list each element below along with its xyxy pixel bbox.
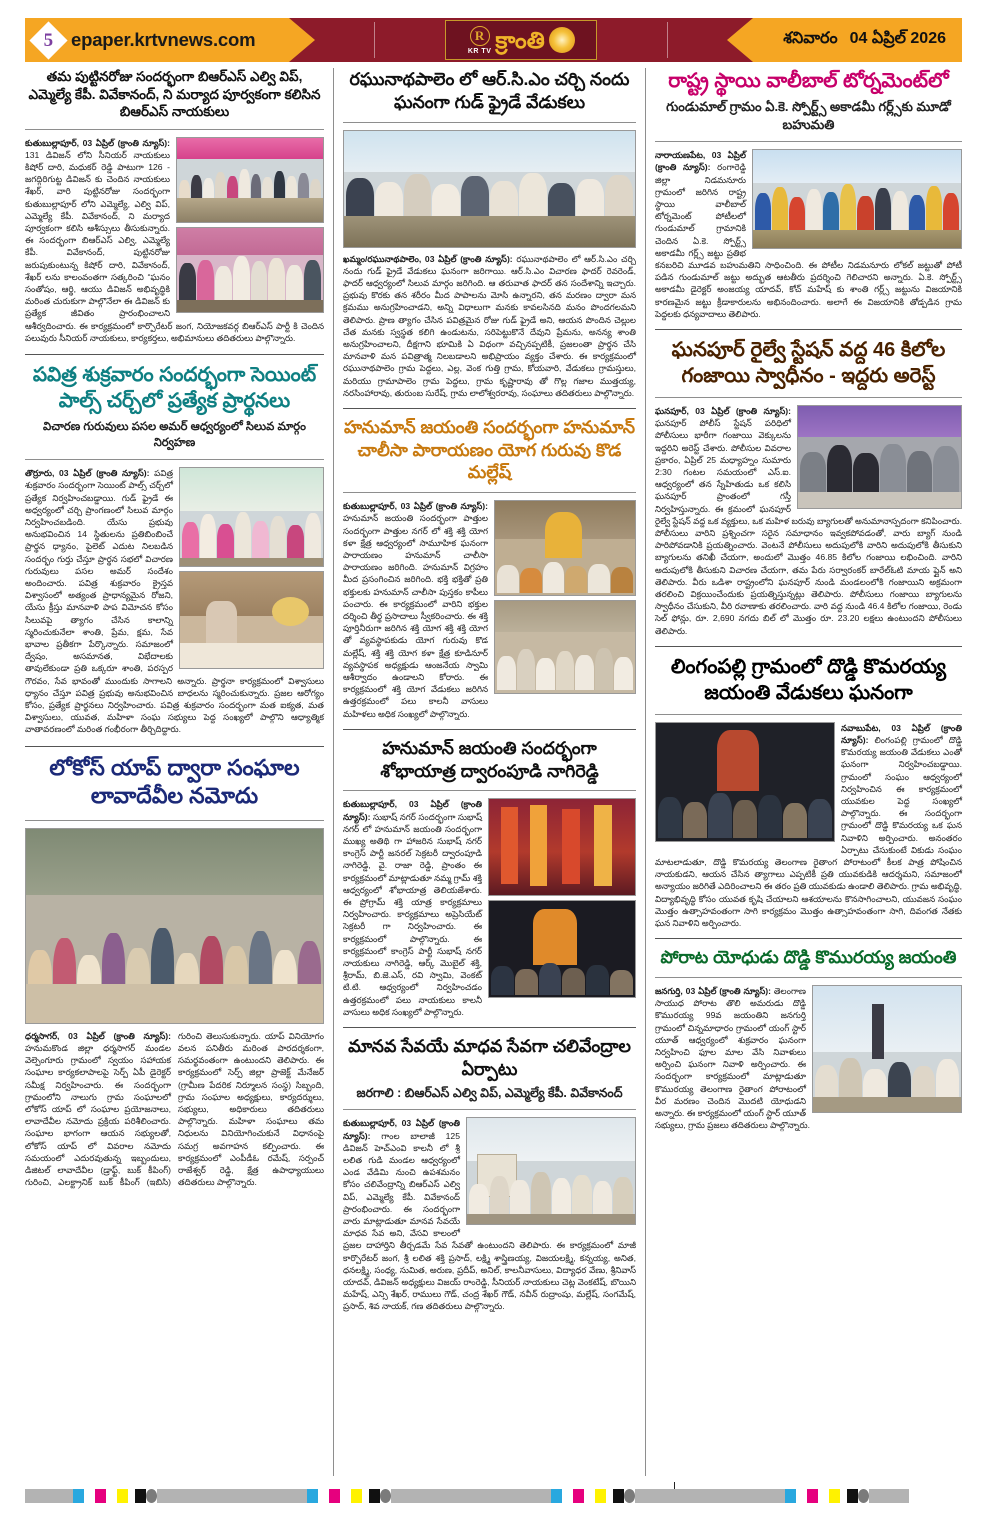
photo-hanuman-chalisa-temple-gathering bbox=[494, 500, 636, 596]
photo-background bbox=[26, 829, 323, 895]
dateline: కుతుబుల్లాపూర్, 03 ఏప్రిల్ (క్రాంతి న్యూస్): bbox=[343, 799, 482, 822]
photo-good-friday-way-of-cross-procession bbox=[343, 130, 636, 248]
reg-white bbox=[562, 1489, 573, 1503]
masthead-title-telugu: క్రాంతి bbox=[495, 26, 545, 53]
divider bbox=[25, 354, 324, 355]
emblem-icon bbox=[272, 597, 309, 626]
photo-shg-meeting-floor-group bbox=[25, 828, 324, 1024]
body-copy: హనుమాన్ జయంతి సందర్భంగా పాత్తుల సందర్భంగా పాత్తుల నగర్ లో శక్తి శక్తి యోగ కళా క్షేత్ర ఆధ్వర్యంలో సామూహిక ఘనంగా పారాయణం హనుమాన్ చాలీసా పారాయణం జరిగింది. హనుమాన్ విగ్రహం మీద ప్రసంగించిన జరిగింది. భక్తి భక్తితో ప్రతి భక్తులకు హనుమాన్ చాలీసా పుస్తకం కాపీలు పంచారు. ఈ కార్యక్రమంలో వారిని భక్తుల దర్శించి తీర్థ ప్రసాదాలు స్వీకరించారు. ఈ శక్తి పూర్తినీరుగా జరిగిన శక్తి యోగ శక్తి శక్తి యోగ తో వ్యవస్థాపకుడు యోగ గురువు కొడ మల్లేష్, శక్తి శక్తి యోగ కళా క్షేత్ర కూడినూర్ వ్యవస్థాపక అధ్యక్షుడు ఆంజనేయ స్వామి ఆశీర్వాదం ఉండాలని కోరారు. ఈ కార్యక్రమంలో శక్తి యోగ వేడుకలు జరిగిన ఉత్తరక్రమంలో పలు కాలనీ వాసులు మహిళలు అధిక సంఖ్యలో పాల్గొన్నారు. bbox=[343, 513, 488, 719]
divider bbox=[343, 1109, 636, 1110]
divider bbox=[655, 646, 962, 647]
divider bbox=[343, 729, 636, 730]
photo-floor bbox=[177, 198, 323, 222]
article-body bbox=[343, 253, 636, 399]
photo-devotees-seated-reading bbox=[494, 600, 636, 694]
divider bbox=[655, 938, 962, 939]
subheadline: జరగాలి : బిఆర్ఎస్ ఎల్వి విప్, ఎమ్మెల్యే కేపీ. వివేకానంద్ bbox=[356, 1085, 623, 1100]
photo-shobha-yatra-night-procession bbox=[488, 900, 636, 998]
article-volleyball-tournament bbox=[655, 68, 962, 320]
masthead-right bbox=[753, 18, 962, 62]
reg-white bbox=[84, 1489, 95, 1503]
dateline: ఘనపూర్, 03 ఏప్రిల్ (క్రాంతి న్యూస్): bbox=[655, 405, 791, 416]
reg-black bbox=[369, 1489, 380, 1503]
reg-yellow bbox=[829, 1489, 840, 1503]
divider bbox=[655, 714, 962, 715]
reg-gray bbox=[25, 1489, 73, 1503]
crowd-figures bbox=[656, 782, 834, 839]
reg-white bbox=[106, 1489, 117, 1503]
divider bbox=[655, 977, 962, 978]
crowd-figures bbox=[495, 638, 635, 690]
article-good-friday-rcm bbox=[343, 68, 636, 399]
drape-strip bbox=[501, 807, 519, 884]
reg-white bbox=[796, 1489, 807, 1503]
pulpit bbox=[180, 643, 323, 668]
kr-tv-mark bbox=[468, 26, 492, 55]
crowd-figures bbox=[344, 165, 635, 221]
reg-white bbox=[606, 1489, 613, 1503]
sun-icon bbox=[549, 27, 575, 53]
reg-white bbox=[318, 1489, 329, 1503]
column-2 bbox=[333, 68, 645, 1476]
photo-brs-leaders-felicitation-1 bbox=[176, 137, 324, 223]
photo-backdrop-banner bbox=[798, 406, 961, 437]
headline: హనుమాన్ జయంతి సందర్భంగా హనుమాన్ చాలీసా పారాయణం యోగ గురువు కొడ మల్లేష్ bbox=[343, 416, 636, 483]
divider bbox=[343, 492, 636, 493]
crowd-figures bbox=[467, 1161, 635, 1218]
headline: మానవ సేవయే మాధవ సేవగా చలివేంద్రాల ఏర్పాటు bbox=[348, 1036, 631, 1079]
body-copy: తెలంగాణ సాయుధ పోరాట తొలి అమరుడు దొడ్డి కొమురయ్య 99వ జయంతిని జనగుర్తి గ్రామంలో చిన్నమాధారం గ్రామంలో యంగ్ స్టార్ యూత్ ఆధ్వర్యంలో శుక్రవారం ఘనంగా నిర్వహించి ఫూల మాల వేసి నివాళులు అర్పించి ఘనంగా నివాళి అర్పించారు. ఈ సందర్భంగా కార్యక్రమంలో మాట్లాడుతూ కొమురయ్య తెలంగాణ రైతాంగ పోరాటంలో వీర మరణం చెందిన మొదటి యోధుడని అన్నారు. ఈ కార్యక్రమంలో యంగ్ స్టార్ యూత్ సభ్యులు, గ్రామ ప్రజలు తదితరులు పాల్గొన్నారు. bbox=[655, 986, 810, 1131]
photo-volleyball-team-group-photo bbox=[752, 149, 962, 249]
photo-floor bbox=[180, 558, 323, 566]
reg-white bbox=[340, 1489, 351, 1503]
masthead-divider-left bbox=[374, 22, 375, 58]
dateline: తొర్రూరు, 03 ఏప్రిల్ (క్రాంతి న్యూస్): bbox=[25, 468, 150, 479]
reg-dot bbox=[380, 1489, 391, 1503]
body-copy: రఘునాథపాలెం లో ఆర్.సి.ఎం చర్చి నందు గుడ్ ఫ్రైడే వేడుకలు ఘనంగా జరిగాయి. ఆర్.సి.ఎం విచారణ ఫాదర్ రెవరెండ్, ఫాదర్ ఆధ్వర్యంలో సిలువ మార్గం జరిగింది. ఆ తరువాత ఫాదర్ తన సందేశాన్ని ఇచ్చారు. ప్రభువు కొరకు తన శరీరం మీద పాపాలను మోసి ఉన్నారని, తన మరణం ద్వారా మన క్రమము అనుగ్రహించాడని, అన్ని విధాలుగా మనకు కావలసినది మనం పొందగలమని తెలిపారు. ప్రాణ త్యాగం చేసిన పవిత్రమైన రోజు గుడ్ ఫ్రైడే అని, ఆయన పొందిన చెల్లుల చేత మనకు స్వస్థత కలిగి ఉండుటను, సరిపెట్టుకొనే దేవుని ప్రేమను, అనన్య శాంతి అనుగ్రహించాలని, దీక్షగాని భూమికి ఏ విధంగా వచ్చినప్పటికీ, ప్రజలంతా ప్రార్థన చేసి మానవాళి మన పవిత్రాత్మ నిలబడాలని అభిప్రాయం వ్యక్తం చేశారు. ఈ కార్యక్రమంలో రఘునాథపాలెం గ్రామ పెద్దలు, ఎల్ల, వెంక గుత్తి గ్రామ, కోయవారి, వేడుకలు గ్రామస్తులు, మరియు గ్రామాపాలెం గ్రామ పెద్దలు, గ్రామ కృష్ణారావు తో గొల్ల గజాల ముత్తయ్య, నరసింహారావు, తురుంబ సురేష్, గ్రామ లాలోశ్వరరావు, సంఘాలు తదితరులు పాల్గొన్నారు. bbox=[343, 253, 636, 398]
photo-priest-at-pulpit bbox=[179, 571, 324, 669]
reg-dot bbox=[858, 1489, 869, 1503]
column-3 bbox=[645, 68, 962, 1476]
headline: ఘనపూర్ రైల్వే స్టేషన్ వద్ద 46 కిలోల గంజాయి స్వాధీనం - ఇద్దరు అరెస్ట్ bbox=[671, 338, 946, 387]
photo-floor bbox=[177, 300, 323, 312]
reg-gray bbox=[157, 1489, 307, 1503]
photo-sky bbox=[813, 986, 961, 1052]
crowd-figures bbox=[495, 554, 635, 593]
article-lingampalli-jayanti bbox=[655, 654, 962, 929]
photo-ground bbox=[813, 1097, 961, 1112]
body-copy: గాంల బాలాజీ 125 డివిజన్ హెచ్ఎంవి కాలనీ లో శ్రీ లలిత గుడి మండల ఆధ్వర్యంలో ఎండ వేడిమి నుంచి ఉపశమనం కోసం చలివేంద్రాన్ని బిఆర్ఎస్ ఎల్వి విప్, ఎమ్మెల్యే కేపీ. వివేకానంద్ ప్రారంభించారు. ఈ సందర్భంగా వారు మాట్లాడుతూ మానవ సేవయే మాధవ సేవ అని, వేసవి కాలంలో ప్రజల దాహార్తిని తీర్చడమే సేవ సేవతో ఉంటుందని తెలిపారు. ఈ కార్యక్రమంలో మాజీ కార్పొరేటర్ జంగ, శ్రీ లలిత శక్తి ప్రసాద్, లక్ష్మి శాస్త్రిణయ్య, విజయలక్ష్మి, కన్నయ్య, అనిత, ధనలక్ష్మి, సంధ్య, సుమిత, అరుణ, ప్రదీప్, అనిల్, కాలనీవాసులు, విద్యాధర వేణు, శ్రీనివాస్ యాదవ్, డివిజన్ అధ్యక్షులు విజయ్ రాంరెడ్డి, సీనియర్ నాయకులు చెట్ల వెంకటేష్, బొయిని మహేష్, ఎన్సి శేఖర్, రాములు గౌడ్, చంద్ర శేఖర్ గౌడ్, నవీన్ రుద్రాంషు, మల్లేష్, సంగమేష్, ప్రసాద్, శివ నాయక్, గణ తదితరులు పాల్గొన్నారు. bbox=[343, 1130, 636, 1312]
headline: పోరాట యోధుడు దొడ్డి కొమురయ్య జయంతి bbox=[660, 947, 957, 968]
reg-magenta bbox=[329, 1489, 340, 1503]
article-saint-pauls-church bbox=[25, 362, 324, 736]
body-copy: పవిత్ర శుక్రవారం సందర్భంగా సెయింట్ పాల్స్ చర్చ్‌లో ప్రత్యేక నిర్వహించబడ్డాయి. గుడ్ ఫ్రైడే ఈ అధ్వర్యంలో చర్చి ప్రాంగణంలో సిలువ మార్గం నిర్వహించబడింది. యేసు ప్రభువు అనుభవించిన 14 స్థితులను ప్రతిబింబించే ప్రార్థన ధ్యానం, పైలెట్ ఎదుట నిలబడిన సందర్భం గుర్తు చేస్తూ ప్రార్థన సభలో విచారణ గురువులు పసల అమర్ సందేశం అందించారు. పవిత్ర శుక్రవారం క్రైస్తవ విశ్వాసంలో అత్యంత ప్రాధాన్యమైన రోజని, యేసు క్రీస్తు మానవాళి పాప విమోచన కోసం సిలువపై త్యాగం చేసిన కాలాన్ని స్మరించుకునేలా శాంతి, ప్రేమ, క్షమ, సేవ భావాల ప్రతీకగా పేర్కొన్నారు. సమాజంలో ద్వేషం, అసమానత, విభేదాలకు తావులేకుండా ప్రతి ఒక్కరూ శాంతి, పరస్పర గౌరవం, సేవ భావంతో ముందుకు సాగాలని అన్నారు. ప్రార్థనా కార్యక్రమంలో విశ్వాసులు ధ్యానం చేస్తూ పవిత్ర ప్రభువు అనుభవించిన బాధలను స్మరించుకున్నారు. ప్రజల ఆరోగ్యం కోసం, ప్రత్యేక ప్రార్థనలు నిర్వహించారు. పవిత్ర శుక్రవారం సందర్భంగా మత ఐక్యత, మత విశ్వాసులు, యువత, మహిళా సంఘ సభ్యులు పెద్ద సంఖ్యలో పాల్గొని ఆధ్యాత్మిక వాతావరణంలో మరింత గంభీరంగా తీర్చిదిద్దారు. bbox=[25, 468, 324, 735]
masthead-divider-right bbox=[667, 22, 668, 58]
article-ganja-seizure bbox=[655, 337, 962, 637]
reg-white bbox=[362, 1489, 369, 1503]
photo-shobha-yatra-decorated-idol bbox=[488, 798, 636, 896]
subheadline: విచారణ గురువులు పసల అమర్ ఆధ్వర్యంలో సిలువ మార్గం నిర్వహణ bbox=[43, 421, 306, 449]
headline: తమ పుట్టినరోజు సందర్భంగా బిఆర్ఎస్ ఎల్వి విప్, ఎమ్మెల్యే కేపీ. వివేకానంద్, ని మర్యాద పూర్వకంగా కలిసిన బిఆర్ఎస్ నాయకులు bbox=[28, 69, 321, 120]
reg-magenta bbox=[573, 1489, 584, 1503]
reg-dot bbox=[624, 1489, 635, 1503]
reg-gray bbox=[391, 1489, 551, 1503]
reg-black bbox=[135, 1489, 146, 1503]
drape-strip bbox=[562, 809, 580, 884]
reg-white bbox=[128, 1489, 135, 1503]
content-columns bbox=[25, 68, 962, 1476]
body-copy: రంగారెడ్డి జిల్లా నిడమనూరు గ్రామంలో జరిగిన రాష్ట్ర స్థాయి వాలీబాల్ టోర్నమెంట్ పోటీలలో గుండుమాల్ గ్రామానికి చెందిన ఏ.కె. స్పోర్ట్స్ అకాడమీ గర్ల్స్ జట్టు ప్రతిభ కనబరిచి మూడవ బహుమతిని సాధించింది. ఈ పోటీల నిడమనూరు లోకల్ జట్టుతో పోటీ పడిన గుండుమాల్ జట్టు అద్భుత ఆటతీరు ప్రదర్శించి గెలిచారని అన్నారు. ఏ.కె. స్పోర్ట్స్ అకాడమీ డైరెక్టర్ అంజయ్య యాదవ్, కోచ్ మహేష్ కు శాంతి గర్ల్స్ జట్టును విజయానికి కారణమైన జట్టు క్రీడాకారులను అభినందించారు. అలాగే ఈ విజయానికి తోడ్పడిన గ్రామ పెద్దలకు ధన్యవాదాలు తెలిపారు. bbox=[655, 162, 962, 319]
publication-date: 04 ఏప్రిల్ 2026 bbox=[849, 30, 946, 47]
headline: పవిత్ర శుక్రవారం సందర్భంగా సెయింట్ పాల్స్ చర్చ్‌లో ప్రత్యేక ప్రార్థనలు bbox=[32, 364, 317, 413]
divider bbox=[343, 408, 636, 409]
photo-floor bbox=[26, 984, 323, 1023]
reg-cyan bbox=[551, 1489, 562, 1503]
reg-yellow bbox=[351, 1489, 362, 1503]
page-number: 5 bbox=[43, 29, 54, 50]
subheadline: గుండుమాల్ గ్రామం ఏ.కె. స్పోర్ట్స్ అకాడమీ గర్ల్స్‌కు మూడో బహుమతి bbox=[666, 99, 951, 132]
kr-tv-logo[interactable] bbox=[445, 20, 597, 60]
dateline: నవాబుపేట, 03 ఏప్రిల్ (క్రాంతి న్యూస్): bbox=[841, 722, 962, 745]
column-1 bbox=[25, 68, 333, 1476]
reg-gray bbox=[869, 1489, 909, 1503]
divider bbox=[655, 141, 962, 142]
body-copy: హనుమకొండ జిల్లా ధర్మసాగర్ మండల వెల్పెంగూరు గ్రామంలో స్వయం సహాయక సంఘాల కార్యకలాపాలపై సెర్ప్ ఏపీ డైరెక్టర్ సమీక్ష నిర్వహించారు. ఈ సందర్భంగా గ్రామంలోని నాలుగు గ్రామ సంఘాలలో లోకోస్ యాప్ లో సంఘాల ప్రయోజనాలు, లావాదేవీల నమోదు ప్రక్రియ పరిశీలించారు. సంఘాల భాగంగా ఆయన సభ్యులతో, లోకోస్ యాప్ లో వివరాల నమోదు సమయంలో ఎదురవుతున్న ఇబ్బందులు, డిజిటల్ లావాదేవీల (డ్రాఫ్ట్, బుక్ కీపింగ్) గురించి, ఎలక్ట్రానిక్ బుక్ కీపింగ్ (ఇబిసి) గురించి తెలుసుకున్నారు. యాప్ వినియోగం వలన పనితీరు మరింత పారదర్శకంగా, సమర్థవంతంగా ఉంటుందని తెలిపారు. ఈ కార్యక్రమంలో సెర్ప్ జిల్లా ప్రాజెక్ట్ మేనేజర్ (గ్రామీణ పేదరిక నిర్మూలన సంస్థ) సిబ్బంది, గ్రామ సంఘాల అధ్యక్షులు, కార్యదర్శులు, సభ్యులు, అధికారులు తదితరులు పాల్గొన్నారు. మహిళా సంఘాలు తమ నిధులను వినియోగించుకునే విధానంపై సమగ్ర అవగాహన కల్పించారు. ఈ కార్యక్రమంలో ఎంపీడీఓ రమేష్, సర్పంచ్ రాజేశ్వర్ రెడ్డి, క్షేత్ర ఉపాధ్యాయులు తదితరులు పాల్గొన్నారు. bbox=[25, 1030, 324, 1188]
divider bbox=[655, 397, 962, 398]
divider bbox=[343, 1027, 636, 1028]
reg-cyan bbox=[307, 1489, 318, 1503]
crowd-figures bbox=[489, 953, 635, 995]
crowd-figures bbox=[798, 435, 961, 494]
drape-strip bbox=[530, 805, 548, 886]
masthead-left bbox=[25, 18, 289, 62]
headline: రఘునాథపాలెం లో ఆర్.సి.ఎం చర్చి నందు ఘనంగా గుడ్ ఫ్రైడే వేడుకలు bbox=[349, 69, 630, 112]
photo-brs-leaders-felicitation-2 bbox=[176, 227, 324, 313]
headline: లోకోస్ యాప్ ద్వారా సంఘాల లావాదేవీల నమోదు bbox=[49, 754, 300, 809]
deity-idol bbox=[545, 512, 581, 557]
dateline: ధర్మసాగర్, 03 ఏప్రిల్ (క్రాంతి న్యూస్): bbox=[25, 1030, 171, 1041]
reg-cyan bbox=[785, 1489, 796, 1503]
drape-strip bbox=[594, 805, 612, 886]
masthead bbox=[25, 18, 962, 62]
dateline: కుతుబుల్లాపూర్, 03 ఏప్రిల్ (క్రాంతి న్యూస్): bbox=[25, 137, 170, 148]
article-hanuman-chalisa bbox=[343, 416, 636, 720]
dateline: నారాయణపేట, 03 ఏప్రిల్ (క్రాంతి న్యూస్): bbox=[655, 150, 746, 173]
reg-cyan bbox=[73, 1489, 84, 1503]
divider bbox=[25, 746, 324, 747]
reg-black bbox=[847, 1489, 858, 1503]
reg-magenta bbox=[95, 1489, 106, 1503]
dateline: జనగుర్తి, 03 ఏప్రిల్ (క్రాంతి న్యూస్): bbox=[655, 986, 771, 996]
body-copy: ఘనపూర్ పోలీస్ స్టేషన్ పరిధిలో పోలీసులు భారీగా గంజాయి వెక్కులను ఇద్దరిని అరెస్ట్ చేశారు. పోలీసుల వివరాల ప్రకారం, ఏప్రిల్ 25 మధ్యాహ్నం సుమారు 2:30 గంటల సమయంలో ఎస్.ఐ. ఆధ్వర్యంలో తన స్నేహితుడు ఒక కలిసి ఘనపూర్ ప్రాంతంలో గస్తీ నిర్వహిస్తున్నారు. ఈ క్రమంలో ఘనపూర్ రైల్వే స్టేషన్ వద్ద ఒక వ్యక్తులు, ఒక మహిళ బరువు బ్యాగులతో అనుమానాస్పదంగా కనిపించారు. పోలీసులు వారిని ప్రశ్నించగా సరైన సమాధానం ఇవ్వకపోవడంతో, వారు బ్యాగ్ నుండి పారిపోవడానికి ప్రయత్నించారు. వెంటనే పోలీసులు అదుపులోకి వారిని అదుపులోకి తీసుకుని బ్యాగులను తనిఖీ చేయగా, అందులో మొత్తం 46.85 కిలోల గంజాయి లభించింది. వారిని అదుపులోకి తీసుకుని విచారణ చేయగా, తమ పేరు సర్వారంకర్ బారేల్ఓటి మాయ ప్లైన్ అని తెలిపారు. వీరు ఒడిశా రాష్ట్రంలోని ఘనపూర్ నుండి మండలంలోకి గంజాయిని అక్రమంగా తరలించి విక్రయించేందుకు ప్రయత్నిస్తున్నట్లు తెలిపారు. పోలీసులు గంజాయి బ్యాగులను స్వాధీనం చేసుకుని, వీరి రవాణాకు తరలించారు. వారి వద్ద నుండి 46.4 కిలోల గంజాయి, రెండు సెల్ ఫోన్లు, రూ. 2,690 నగదు బిల్ లో మొత్తం రూ. 23.20 లక్షలు ఉంటుందని పోలీసులు తెలిపారు. bbox=[655, 418, 962, 636]
dateline: కుతుబుల్లాపూర్, 03 ఏప్రిల్ (క్రాంతి న్యూస్): bbox=[343, 1118, 460, 1141]
body-copy: సుభాష్ నగర్ సందర్భంగా సుభాష్ నగర్ లో హనుమాన్ జయంతి సందర్భంగా ముఖ్య అతిథి గా హాజరిన సుభాష్ నగర్ కాంగ్రెస్ పార్టీ జనరల్ సెక్రటరీ ద్వారంపూడి నాగిరెడ్డి, వై. రాజా రెడ్డి, ప్రాంతం ఈ కార్యక్రమంలో మాట్లాడుతూ నమ్మ గ్రామ్ శక్తి ఆధ్వర్యంలో శోభాయాత్ర తెలియజేశారు. ఈ ప్రోగ్రామ్ శక్తి యాత్ర కార్యక్రమాలు నిర్వహించారు. కార్యక్రమాలు అప్రెసియేట్ సెక్రటరీ గా నిర్వహించారు. ఈ కార్యక్రమంలో పాల్గొన్నారు. ఈ కార్యక్రమంలో కాంగ్రెస్ పార్టీ సుభాష్ నగర్ నాయకులు నాగిరెడ్డి, ఆర్క్ మొబైల్ శక్తి, శ్రీరామ్, బి.జె.ఎస్, రవి స్వామి, వెంకట్ టి.టి. ఆధ్వర్యంలో నిర్వహించడం ఉత్తరక్రమంలో పలు నాయకులు కాలనీ వాసులు అధిక సంఖ్యలో పాల్గొన్నారు. bbox=[343, 811, 483, 1017]
headline: హనుమాన్ జయంతి సందర్భంగా శోభాయాత్ర ద్వారంపూడి నాగిరెడ్డి bbox=[380, 737, 599, 781]
kr-tv-name: KR TV bbox=[467, 47, 492, 55]
page-number-badge bbox=[29, 21, 67, 59]
body-copy: 131 డివిజన్ లోని సీనియర్ నాయకులు కిషోర్ దారి, మధుకర్ రెడ్డి పాటుగా 126 - జగద్గిరిగుట్ట డివిజన్ కు చెందిన నాయకులు శేఖర్, వారి పుట్టినరోజు సందర్భంగా కుతుబుల్లాపూర్ లోని ఎమ్మెల్యే, ఎల్వి విప్, ఎమ్మెల్యే కేపీ. వివేకానంద్, ని మర్యాద పూర్వకంగా కలిసి ఆశీస్సులు తీసుకున్నారు. ఈ సందర్భంగా బిఆర్ఎస్ ఎల్వి, ఎమ్మెల్యే కేపీ. వివేకానంద్, పుట్టినరోజు జరుపుకుంటున్న కిషోర్ దారి, వివేకానంద్, శేఖర్ లను కాలంవంతగా సత్కరించి “ఘనం సంతోషం, ఆర్థి, ఆయు డివిజన్ అభివృద్ధికి మరింత చురుకుగా పాల్గొనేలా ఈ డివిజన్ కు ప్రత్యేక జీవితం ప్రారంభించాలని ఆశీర్వదించారు. ఈ కార్యక్రమంలో కార్పొరేటర్ జంగ, నియోజకవర్గ బిఆర్ఎస్ పార్టీ కి చెందిన పలువురు సీనియర్ నాయకులు, కార్యకర్తలు, అభిమానులు తదితరులు పాల్గొన్నారు. bbox=[25, 149, 324, 343]
divider bbox=[343, 790, 636, 791]
reg-white bbox=[818, 1489, 829, 1503]
epaper-url[interactable]: epaper.krtvnews.com bbox=[71, 29, 256, 50]
reg-white bbox=[840, 1489, 847, 1503]
reg-white bbox=[584, 1489, 595, 1503]
headline: లింగంపల్లి గ్రామంలో దొడ్డి కొమరయ్య జయంతి వేడుకలు ఘనంగా bbox=[670, 655, 947, 704]
article-porata-yodhudu bbox=[655, 946, 962, 1131]
body-copy: లింగంపల్లి గ్రామంలో దొడ్డి కొమరయ్య జయంతి వేడుకలు ఎంతో ఘనంగా నిర్వహించబడ్డాయి. గ్రామంలో సంఘం ఆధ్వర్యంలో నిర్వహించిన ఈ కార్యక్రమంలో యువకుల పెద్ద సంఖ్యలో పాల్గొన్నారు. ఈ సందర్భంగా గ్రామంలో దొడ్డి కొమరయ్య ఒక ఘన నివాళిని అర్పించారు. అనంతరం ఏర్పాటు చేసుకుంటే వికుడు సంఘం మాటలాడుతూ, దొడ్డి కొమరయ్య తెలంగాణ రైతాంగ పోరాటంలో కీలక పాత్ర పోషించిన నాయకుడని, ఆయన చేసిన త్యాగాలు ఎప్పటికీ ప్రతి యువకుడికి ఆదర్శమని, సమాజంలో అన్యాయం జరిగితే ఎదిరించాలని ఈ తరం ప్రతి యువకుడు ఉండాలి తెలిపారు. గ్రామ అభివృద్ధి, విద్యాభివృద్ధి కోసం యువత కృషి చేయాలని ఆశయాలను కొనసాగించాలని, యువజన సంఘం మొత్తం ఉత్సాహవంతంగా సాగి కార్యక్రమం మొత్తం ఉత్సాహవంతంగా సాగి, దివంగత నేతకు ఘన నివాళిని అర్పించారు. bbox=[655, 735, 962, 929]
article-manava-seva bbox=[343, 1035, 636, 1313]
reg-yellow bbox=[595, 1489, 606, 1503]
photo-ground bbox=[753, 230, 961, 248]
photo-ground bbox=[467, 1214, 635, 1225]
reg-dot bbox=[146, 1489, 157, 1503]
article-locos-app bbox=[25, 754, 324, 1189]
article-shobha-yatra bbox=[343, 737, 636, 1018]
crowd-figures bbox=[177, 250, 323, 304]
photo-lingampalli-statue-garlanding bbox=[655, 722, 835, 842]
reg-magenta bbox=[807, 1489, 818, 1503]
publication-day: శనివారం bbox=[783, 30, 838, 47]
photo-chalivendram-inauguration bbox=[466, 1117, 636, 1225]
photo-hall bbox=[495, 601, 635, 632]
reg-black bbox=[613, 1489, 624, 1503]
article-brs-birthday bbox=[25, 68, 324, 344]
dateline: కుతుబుల్లాపూర్, 03 ఏప్రిల్ (క్రాంతి న్యూస్): bbox=[343, 501, 488, 512]
photo-church-prayer-congregation bbox=[179, 467, 324, 567]
photo-ground bbox=[344, 216, 635, 246]
press-table bbox=[798, 492, 961, 508]
photo-police-press-meet-with-accused bbox=[797, 405, 962, 509]
article-body bbox=[25, 1030, 324, 1189]
reg-yellow bbox=[117, 1489, 128, 1503]
divider bbox=[655, 329, 962, 330]
cmyk-registration-bar bbox=[25, 1488, 962, 1504]
crowd-figures bbox=[753, 178, 961, 235]
photo-komurayya-jayanti-garland bbox=[812, 985, 962, 1113]
masthead-center bbox=[289, 18, 753, 62]
priest-figure bbox=[206, 601, 237, 643]
headline: రాష్ట్ర స్థాయి వాలీబాల్ టోర్నమెంట్‌లో bbox=[668, 70, 949, 92]
divider bbox=[25, 129, 324, 130]
divider bbox=[25, 820, 324, 821]
dateline: ఖమ్మం/రఘునాథపాలెం, 03 ఏప్రిల్ (క్రాంతి న్యూస్): bbox=[343, 253, 513, 264]
kr-monogram-icon: R bbox=[470, 26, 490, 46]
crowd-figures bbox=[180, 505, 323, 560]
divider bbox=[25, 459, 324, 460]
divider bbox=[343, 122, 636, 123]
reg-gray bbox=[635, 1489, 785, 1503]
